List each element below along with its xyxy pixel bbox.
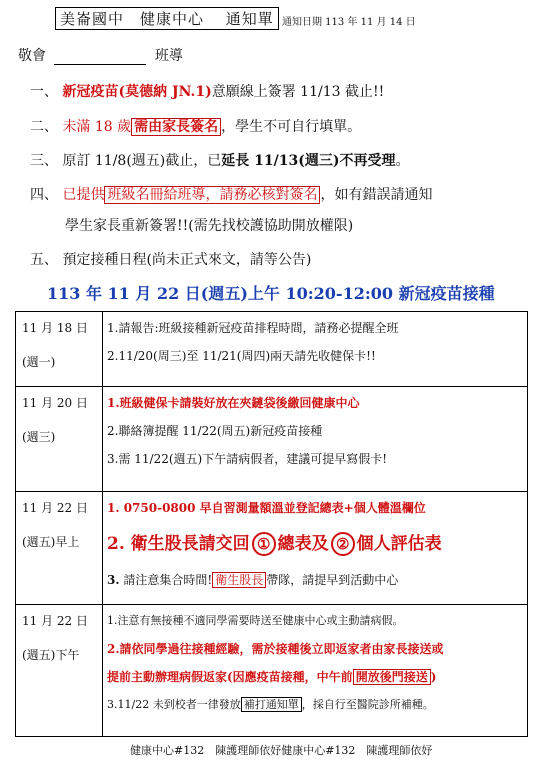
class-name-blank <box>54 51 146 65</box>
items-cell <box>103 605 528 737</box>
items-cell <box>103 387 528 492</box>
footer-contact: 健康中心#132 陳護理師依妤健康中心#132 陳護理師依妤 <box>130 744 433 757</box>
table-row <box>16 605 528 737</box>
point-number: 五、 <box>30 252 58 268</box>
class-roster-box: 班級名冊給班導，請務必核對簽名 <box>104 186 320 204</box>
point-2 <box>30 116 361 136</box>
point-text: 預定接種日程(尚未正式來文，請等公告) <box>62 252 312 268</box>
point-text: 已提供 <box>62 187 105 203</box>
greeting-suffix: 班導 <box>154 48 183 64</box>
point-text: ，如有錯誤請通知 <box>320 187 433 203</box>
list-item <box>107 691 527 719</box>
item-text: 個人評估表 <box>356 534 442 554</box>
list-item: 3.需 11/22(週五)下午請病假者，建議可提早寫假卡! <box>107 452 388 466</box>
items-cell <box>103 492 528 605</box>
list-item: 2.聯絡簿提醒 11/22(周五)新冠疫苗接種 <box>107 424 323 438</box>
item-text: ，採自行至醫院診所補種。 <box>301 698 434 711</box>
notice-title: 美崙國中 健康中心 通知單 <box>55 7 279 30</box>
item-text: 帶隊，請提早到活動中心 <box>266 573 399 587</box>
point-3 <box>30 150 409 170</box>
point-5 <box>30 249 311 269</box>
notice-date: 通知日期 113 年 11 月 14 日 <box>282 17 416 28</box>
point-text: ，學生不可自行填單。 <box>221 119 362 135</box>
point-text: 。 <box>395 153 410 169</box>
list-item <box>107 522 527 566</box>
circled-one: ① <box>252 532 276 556</box>
date-text: 11 月 22 日 <box>22 614 88 628</box>
date-cell <box>16 605 103 737</box>
list-item <box>107 566 527 594</box>
list-item: 1.班級健保卡請裝好放在夾鏈袋後繳回健康中心 <box>107 396 360 410</box>
weekday-text: (週五)下午 <box>22 648 80 662</box>
date-cell <box>16 492 103 605</box>
date-cell <box>16 387 103 492</box>
item-text: 3.11/22 未到校者一律發放 <box>107 698 241 711</box>
item-text: 提前主動辦理病假返家(因應疫苗接種，中午前 <box>107 670 353 684</box>
list-item: 1.請報告:班級接種新冠疫苗排程時間，請務必提醒全班 <box>107 321 399 335</box>
date-text: 11 月 22 日 <box>22 501 88 515</box>
point-number: 二、 <box>30 119 58 135</box>
point-4 <box>30 184 432 204</box>
date-text: 11 月 18 日 <box>22 321 88 335</box>
list-item: 2.11/20(周三)至 11/21(周四)兩天請先收健保卡!! <box>107 349 376 363</box>
makeup-notice-box: 補打通知單 <box>241 697 302 712</box>
list-item <box>107 663 527 691</box>
item-text: ) <box>430 670 437 684</box>
point-1 <box>30 81 384 101</box>
vaccine-name: 新冠疫苗(莫德納 JN.1) <box>62 84 212 100</box>
date-text: 11 月 20 日 <box>22 396 88 410</box>
schedule-table <box>15 311 528 737</box>
circled-two: ② <box>331 532 355 556</box>
greeting-line <box>18 45 183 65</box>
item-number: 3. <box>107 573 120 587</box>
point-number: 四、 <box>30 187 58 203</box>
table-row <box>16 387 528 492</box>
table-row <box>16 312 528 387</box>
item-text: 總表及 <box>277 534 329 554</box>
point-number: 三、 <box>30 153 58 169</box>
health-leader-box: 衛生股長 <box>212 572 266 588</box>
back-gate-box: 開放後門接送 <box>353 669 431 685</box>
item-text: 2. 衛生股長請交回 <box>107 534 250 554</box>
vaccination-subheading: 113 年 11 月 22 日(週五)上午 10:20-12:00 新冠疫苗接種 <box>47 284 495 303</box>
list-item: 2.請依同學過往接種經驗，需於接種後立即返家者由家長接送或 <box>107 642 444 656</box>
item-text: 請注意集合時間! <box>123 573 213 587</box>
point-text: 原訂 11/8(週五)截止，已 <box>62 153 222 169</box>
list-item: 1. 0750-0800 早自習測量額溫並登記總表+個人體溫欄位 <box>107 501 426 515</box>
greeting-prefix: 敬會 <box>18 48 46 64</box>
point-4-continuation: 學生家長重新簽署!!(需先找校護協助開放權限) <box>65 218 354 234</box>
date-cell <box>16 312 103 387</box>
weekday-text: (週五)早上 <box>22 535 80 549</box>
point-text: 意願線上簽署 11/13 截止!! <box>211 84 385 100</box>
parent-signature-box: 需由家長簽名 <box>131 118 221 136</box>
weekday-text: (週一) <box>22 355 56 369</box>
table-row <box>16 492 528 605</box>
weekday-text: (週三) <box>22 430 56 444</box>
age-condition: 未滿 18 歲 <box>62 119 132 135</box>
list-item: 1.注意有無接種不適同學需要時送至健康中心或主動請病假。 <box>107 614 404 627</box>
extension-text: 延長 11/13(週三)不再受理 <box>221 153 396 169</box>
point-number: 一、 <box>30 84 58 100</box>
items-cell <box>103 312 528 387</box>
